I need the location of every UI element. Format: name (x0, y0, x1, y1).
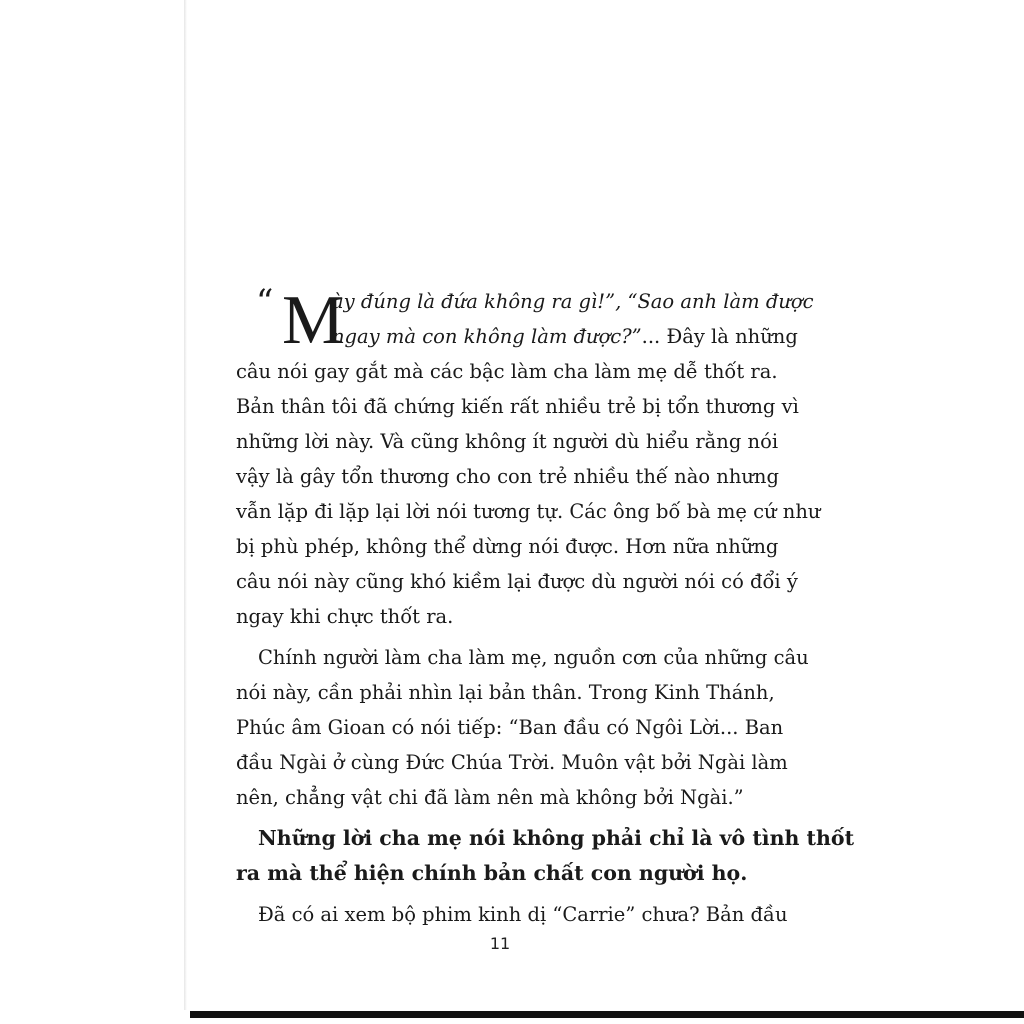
paragraph-2-line: đầu Ngài ở cùng Đức Chúa Trời. Muôn vật bởi Ngài làm (236, 751, 788, 774)
paragraph-1-line: vẫn lặp đi lặp lại lời nói tương tự. Các ông bố bà mẹ cứ như (236, 500, 821, 523)
paragraph-1-line: ngay khi chực thốt ra. (236, 605, 454, 628)
paragraph-1-opening (236, 282, 814, 359)
paragraph-2-line: nói này, cần phải nhìn lại bản thân. Trong Kinh Thánh, (236, 681, 775, 704)
paragraph-1-line-2-italic: ngay mà con không làm được?” (332, 325, 642, 348)
bottom-edge-shadow (190, 1011, 1024, 1018)
paragraph-1-line-2-normal: ... Đây là những (641, 325, 798, 348)
page-number: 11 (489, 934, 511, 953)
opening-quote-mark: “ (256, 282, 274, 322)
page-gutter-shadow (184, 0, 187, 1010)
paragraph-1-line: câu nói gay gắt mà các bậc làm cha làm mẹ dễ thốt ra. (236, 360, 778, 383)
paragraph-1-line: bị phù phép, không thể dừng nói được. Hơn nữa những (236, 535, 779, 558)
paragraph-3-line: Đã có ai xem bộ phim kinh dị “Carrie” chưa? Bản đầu (258, 903, 788, 926)
paragraph-1-line-2 (332, 319, 798, 354)
paragraph-1-line: những lời này. Và cũng không ít người dù hiểu rằng nói (236, 430, 779, 453)
paragraph-1-line: Bản thân tôi đã chứng kiến rất nhiều trẻ bị tổn thương vì (236, 395, 799, 418)
paragraph-1-line: vậy là gây tổn thương cho con trẻ nhiều thế nào nhưng (236, 465, 779, 488)
paragraph-2-line: Chính người làm cha làm mẹ, nguồn cơn của những câu (258, 646, 809, 669)
emphasis-line: ra mà thể hiện chính bản chất con người họ. (236, 861, 748, 885)
paragraph-2-line: Phúc âm Gioan có nói tiếp: “Ban đầu có Ngôi Lời... Ban (236, 716, 784, 739)
drop-cap-letter: M (282, 282, 345, 359)
paragraph-2-line: nên, chẳng vật chi đã làm nên mà không bởi Ngài.” (236, 786, 744, 809)
emphasis-line: Những lời cha mẹ nói không phải chỉ là vô tình thốt (258, 826, 855, 850)
paragraph-1-line: câu nói này cũng khó kiềm lại được dù người nói có đổi ý (236, 570, 798, 593)
body-text (236, 282, 855, 932)
paragraph-1-line-1: ày đúng là đứa không ra gì!”, “Sao anh làm được (332, 290, 814, 313)
